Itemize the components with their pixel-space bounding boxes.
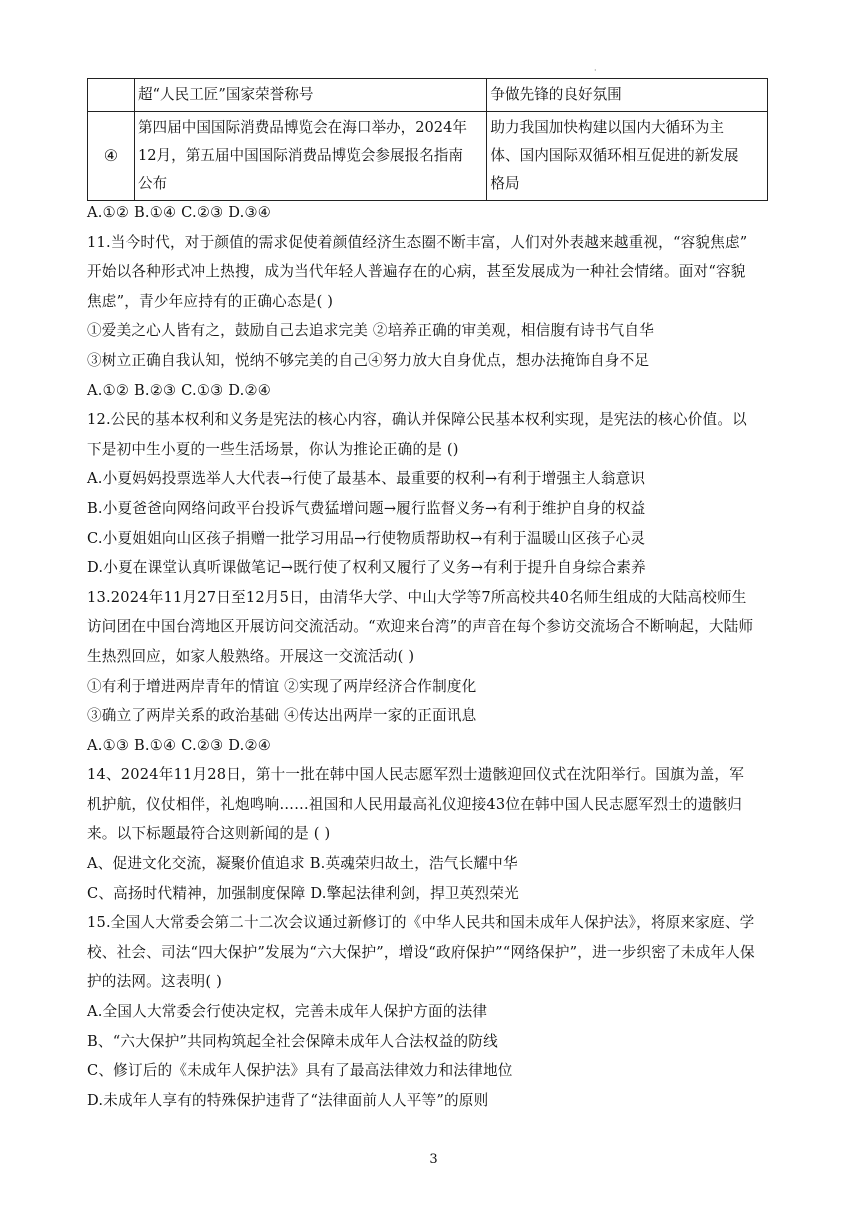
text-line: A.全国人大常委会行使决定权，完善未成年人保护方面的法律 [87,1003,488,1021]
text-line: ③树立正确自我认知，悦纳不够完美的自己④努力放大自身优点，想办法掩饰自身不足 [87,351,650,369]
question-14-stem: 14、2024年11月28日，第十一批在韩中国人民志愿军烈士遗骸迎回仪式在沈阳举行。国旗为盖，军 [87,766,745,784]
question-text [87,198,781,1115]
text-line: C、修订后的《未成年人保护法》具有了最高法律效力和法律地位 [87,1062,513,1080]
text-line: 校、社会、司法“四大保护”发展为“六大保护”，增设“政府保护”“网络保护”，进一步织密了未成年人保 [87,943,755,961]
cell-line: 超“人民工匠”国家荣誉称号 [137,86,314,103]
cell-line: 体、国内国际双循环相互促进的新发展 [490,147,739,164]
table-cell-significance [487,112,768,201]
text-line: 下是初中生小夏的一些生活场景，你认为推论正确的是 () [87,440,459,458]
text-line: 开始以各种形式冲上热搜，成为当代年轻人普遍存在的心病，甚至发展成为一种社会情绪。面对“容貌 [87,263,746,281]
text-line: ①爱美之心人皆有之，鼓励自己去追求完美 ②培养正确的审美观，相信腹有诗书气自华 [87,322,655,340]
table-cell-number: ④ [88,112,135,201]
cell-line: 公布 [137,175,168,192]
table-cell-number [88,79,135,112]
text-line: C.小夏姐姐向山区孩子捐赠一批学习用品→行使物质帮助权→有利于温暖山区孩子心灵 [87,529,646,547]
table-row [88,79,768,112]
text-line: A.①② B.②③ C.①③ D.②④ [87,381,272,399]
text-line: 机护航，仪仗相伴，礼炮鸣响……祖国和人民用最高礼仪迎接43位在韩中国人民志愿军烈士的遗骸归 [87,795,743,813]
table-cell-event [134,112,486,201]
question-12-stem: 12.公民的基本权利和义务是宪法的核心内容，确认并保障公民基本权利实现，是宪法的核心价值。以 [87,411,747,429]
text-line: 生热烈回应，如家人般熟络。开展这一交流活动( ) [87,647,415,665]
text-line: D.未成年人享有的特殊保护违背了“法律面前人人平等”的原则 [87,1091,489,1109]
page-number: 3 [429,1152,438,1167]
cell-line: 争做先锋的良好氛围 [490,86,622,103]
text-line: 焦虑”，青少年应持有的正确心态是( ) [87,292,334,310]
text-line: 来。以下标题最符合这则新闻的是 ( ) [87,825,331,843]
table-cell-event [134,79,486,112]
text-line: ③确立了两岸关系的政治基础 ④传达出两岸一家的正面讯息 [87,707,477,725]
text-line: A.①② B.①④ C.②③ D.③④ [87,204,272,221]
cell-line: 第四届中国国际消费品博览会在海口举办，2024年 [137,119,467,136]
cell-line: 助力我国加快构建以国内大循环为主 [490,119,724,136]
text-line: A.①③ B.①④ C.②③ D.②④ [87,736,272,754]
text-line: 访问团在中国台湾地区开展访问交流活动。“欢迎来台湾”的声音在每个参访交流场合不断响起，大陆师 [87,618,754,636]
text-line: B、“六大保护”共同构筑起全社会保障未成年人合法权益的防线 [87,1032,498,1050]
text-line: ①有利于增进两岸青年的情谊 ②实现了两岸经济合作制度化 [87,677,477,695]
corner-mark: · [594,66,597,75]
text-line: D.小夏在课堂认真听课做笔记→既行使了权利又履行了义务→有利于提升自身综合素养 [87,559,646,577]
table-cell-significance [487,79,768,112]
question-11-stem: 11.当今时代，对于颜值的需求促使着颜值经济生态圈不断丰富，人们对外表越来越重视，“容貌焦虑” [87,233,748,251]
text-line: 护的法网。这表明( ) [87,973,222,991]
question-15-stem: 15.全国人大常委会第二十二次会议通过新修订的《中华人民共和国未成年人保护法》，将原来家庭、学 [87,914,755,932]
cell-line: 12月，第五届中国国际消费品博览会参展报名指南 [137,147,463,164]
text-line: C、高扬时代精神，加强制度保障 D.擎起法律利剑，捍卫英烈荣光 [87,884,519,902]
text-line: A.小夏妈妈投票选举人大代表→行使了最基本、最重要的权利→有利于增强主人翁意识 [87,470,646,488]
text-line: B.小夏爸爸向网络问政平台投诉气费猛增问题→履行监督义务→有利于维护自身的权益 [87,499,646,517]
question-13-stem: 13.2024年11月27日至12月5日，由清华大学、中山大学等7所高校共40名师生组成的大陆高校师生 [87,588,747,606]
cell-line: 格局 [490,175,520,192]
text-line: A、促进文化交流，凝聚价值追求 B.英魂荣归故土，浩气长耀中华 [87,855,518,873]
table-row [88,112,768,201]
question-table [87,78,768,201]
